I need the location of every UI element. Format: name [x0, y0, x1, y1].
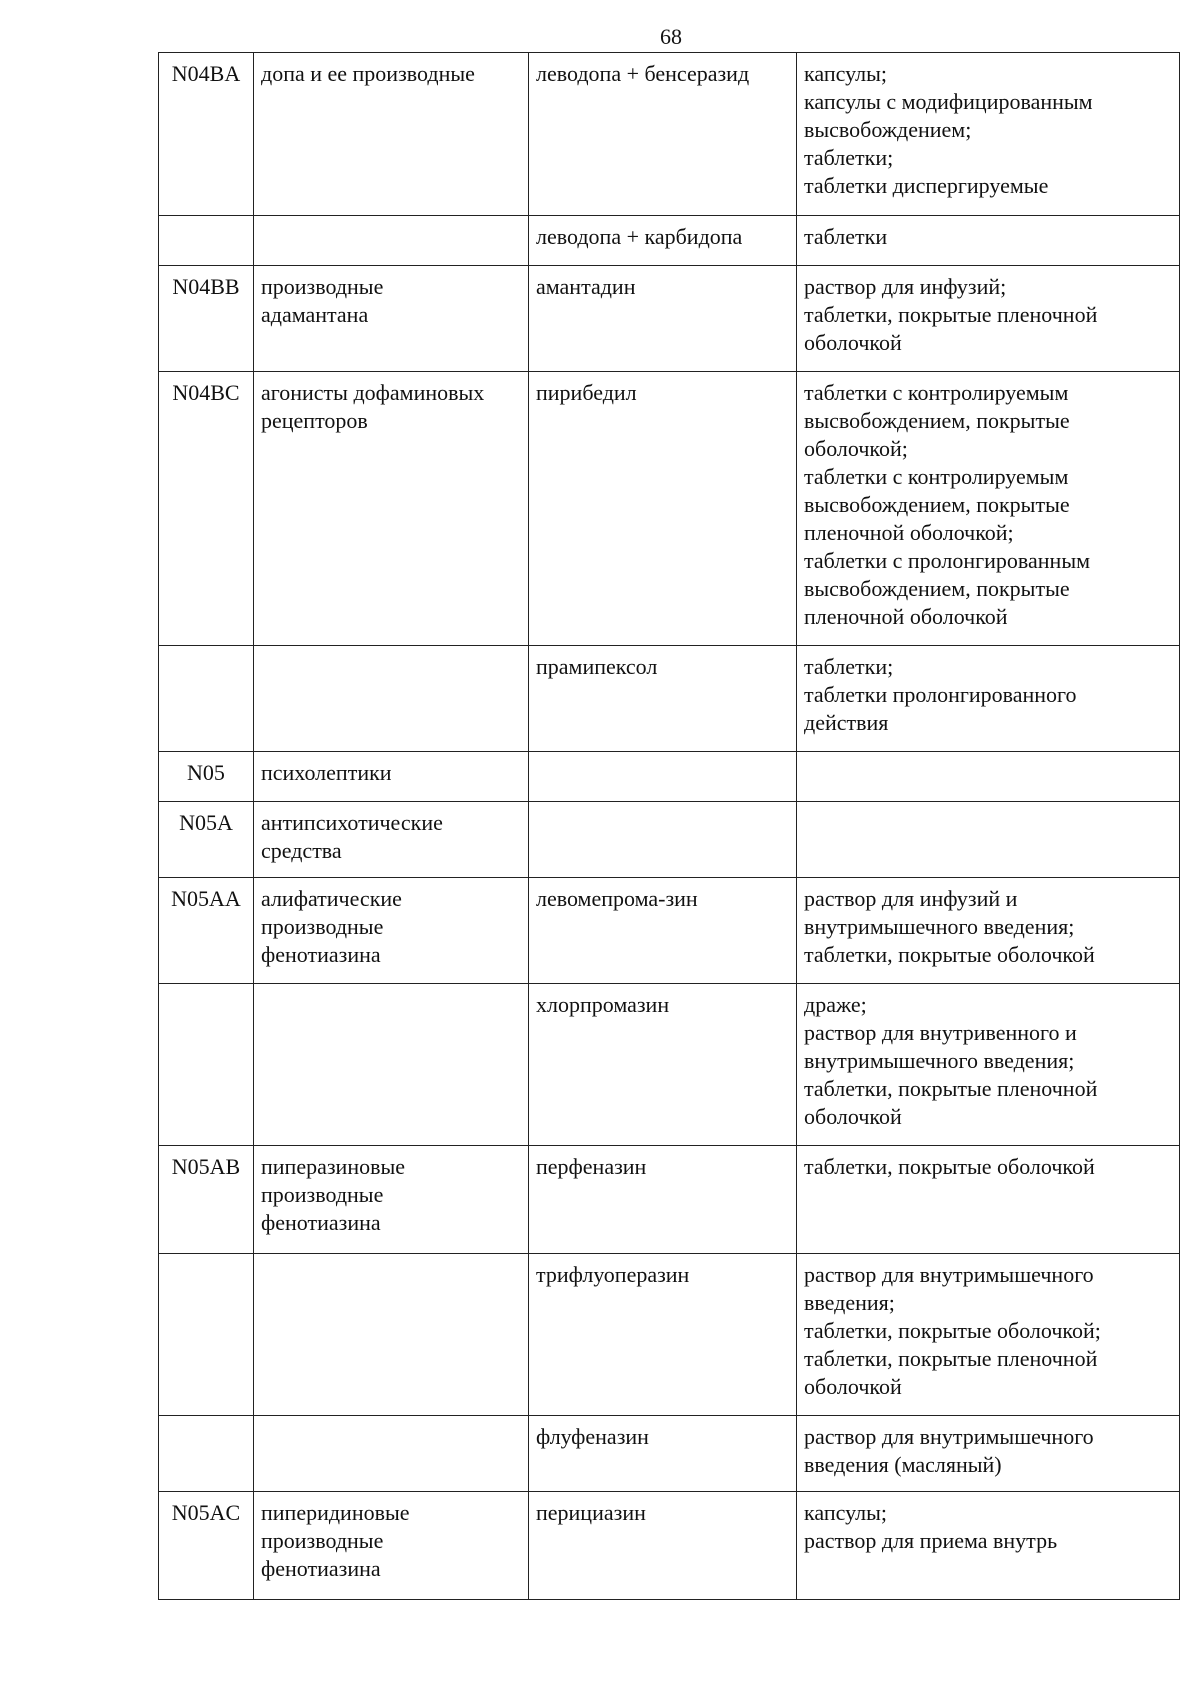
group-name-line: пиперазиновые [261, 1154, 406, 1179]
dosage-form-line: действия [804, 710, 889, 735]
dosage-form-line: оболочкой [804, 330, 902, 355]
dosage-form-line: таблетки с контролируемым [804, 380, 1069, 405]
group-name-line: фенотиазина [261, 1556, 381, 1581]
dosage-form-line: оболочкой [804, 1374, 902, 1399]
page-number: 68 [660, 24, 682, 49]
dosage-form-line: таблетки с пролонгированным [804, 548, 1091, 573]
dosage-form-cell [797, 216, 1180, 266]
table-row [159, 802, 1180, 878]
drug-name-line: хлорпромазин [536, 992, 670, 1017]
dosage-form-line: высвобождением, покрытые [804, 408, 1070, 433]
group-name-cell [254, 216, 529, 266]
group-name-line: адамантана [261, 302, 369, 327]
dosage-form-cell [797, 802, 1180, 878]
dosage-form-line: высвобождением, покрытые [804, 492, 1070, 517]
drug-name-line: флуфеназин [536, 1424, 649, 1449]
drug-name-cell [529, 984, 797, 1146]
dosage-form-line: оболочкой [804, 1104, 902, 1129]
group-name-line: производные [261, 914, 384, 939]
group-name-line: производные [261, 1528, 384, 1553]
drug-name-cell [529, 1254, 797, 1416]
group-name-line: агонисты дофаминовых [261, 380, 485, 405]
drug-name-cell [529, 266, 797, 372]
dosage-form-cell [797, 878, 1180, 984]
dosage-form-line: таблетки [804, 224, 888, 249]
table-row [159, 646, 1180, 752]
drug-name-line: перициазин [536, 1500, 646, 1525]
dosage-form-line: введения (масляный) [804, 1452, 1002, 1477]
dosage-form-line: раствор для инфузий; [804, 274, 1007, 299]
group-name-line: пиперидиновые [261, 1500, 410, 1525]
drug-name-line: прамипексол [536, 654, 658, 679]
dosage-form-line: таблетки диспергируемые [804, 173, 1049, 198]
table-row [159, 216, 1180, 266]
dosage-form-cell [797, 984, 1180, 1146]
dosage-form-line: внутримышечного введения; [804, 1048, 1075, 1073]
group-name-line: производные [261, 1182, 384, 1207]
dosage-form-cell [797, 1492, 1180, 1600]
dosage-form-line: капсулы с модифицированным [804, 89, 1093, 114]
dosage-form-line: высвобождением; [804, 117, 972, 142]
group-name-line: фенотиазина [261, 942, 381, 967]
atc-code-cell: N05A [159, 802, 254, 878]
group-name-cell [254, 1146, 529, 1254]
dosage-form-line: таблетки, покрытые пленочной [804, 1346, 1098, 1371]
drug-name-line: перфеназин [536, 1154, 647, 1179]
group-name-cell [254, 802, 529, 878]
drug-name-line: леводопа + бенсеразид [536, 61, 750, 86]
atc-code-cell: N05AA [159, 878, 254, 984]
group-name-cell [254, 984, 529, 1146]
table-row [159, 1254, 1180, 1416]
drug-name-cell [529, 372, 797, 646]
group-name-cell [254, 878, 529, 984]
group-name-cell [254, 752, 529, 802]
group-name-line: алифатические [261, 886, 402, 911]
drug-name-cell [529, 216, 797, 266]
group-name-cell [254, 53, 529, 216]
medication-table-body [159, 53, 1180, 1600]
dosage-form-line: внутримышечного введения; [804, 914, 1075, 939]
dosage-form-line: оболочкой; [804, 436, 908, 461]
table-row [159, 878, 1180, 984]
dosage-form-line: капсулы; [804, 1500, 887, 1525]
dosage-form-line: раствор для внутримышечного [804, 1262, 1094, 1287]
dosage-form-line: таблетки, покрытые пленочной [804, 1076, 1098, 1101]
drug-name-cell [529, 878, 797, 984]
drug-name-line: трифлуоперазин [536, 1262, 690, 1287]
group-name-cell [254, 266, 529, 372]
drug-name-line: амантадин [536, 274, 636, 299]
dosage-form-line: капсулы; [804, 61, 887, 86]
atc-code-cell [159, 216, 254, 266]
dosage-form-line: высвобождением, покрытые [804, 576, 1070, 601]
dosage-form-line: таблетки с контролируемым [804, 464, 1069, 489]
table-row [159, 266, 1180, 372]
group-name-line: допа и ее производные [261, 61, 475, 86]
drug-name-cell [529, 1492, 797, 1600]
atc-code-cell [159, 1416, 254, 1492]
drug-name-cell [529, 752, 797, 802]
dosage-form-cell [797, 646, 1180, 752]
dosage-form-cell [797, 372, 1180, 646]
group-name-cell [254, 1254, 529, 1416]
dosage-form-cell [797, 752, 1180, 802]
atc-code-cell [159, 1254, 254, 1416]
atc-code-cell: N04BB [159, 266, 254, 372]
drug-name-line: леводопа + карбидопа [536, 224, 743, 249]
dosage-form-line: таблетки пролонгированного [804, 682, 1077, 707]
dosage-form-cell [797, 266, 1180, 372]
drug-name-cell [529, 646, 797, 752]
group-name-line: антипсихотические [261, 810, 443, 835]
table-row [159, 752, 1180, 802]
dosage-form-cell [797, 53, 1180, 216]
dosage-form-cell [797, 1254, 1180, 1416]
drug-name-line: пирибедил [536, 380, 637, 405]
group-name-line: психолептики [261, 760, 392, 785]
group-name-line: средства [261, 838, 342, 863]
dosage-form-line: таблетки, покрытые оболочкой [804, 942, 1095, 967]
dosage-form-line: раствор для инфузий и [804, 886, 1018, 911]
dosage-form-line: таблетки, покрытые пленочной [804, 302, 1098, 327]
table-row [159, 984, 1180, 1146]
medication-table [158, 52, 1180, 1600]
group-name-line: фенотиазина [261, 1210, 381, 1235]
atc-code-cell: N05AC [159, 1492, 254, 1600]
atc-code-cell [159, 984, 254, 1146]
drug-name-cell [529, 1146, 797, 1254]
table-row [159, 1146, 1180, 1254]
group-name-cell [254, 646, 529, 752]
drug-name-cell [529, 1416, 797, 1492]
atc-code-cell: N05AB [159, 1146, 254, 1254]
dosage-form-line: раствор для внутримышечного [804, 1424, 1094, 1449]
atc-code-cell: N04BA [159, 53, 254, 216]
dosage-form-line: пленочной оболочкой [804, 604, 1008, 629]
dosage-form-line: раствор для приема внутрь [804, 1528, 1058, 1553]
dosage-form-line: раствор для внутривенного и [804, 1020, 1077, 1045]
drug-name-cell [529, 53, 797, 216]
dosage-form-cell [797, 1146, 1180, 1254]
group-name-line: рецепторов [261, 408, 368, 433]
dosage-form-line: драже; [804, 992, 867, 1017]
dosage-form-line: таблетки, покрытые оболочкой [804, 1154, 1095, 1179]
dosage-form-line: пленочной оболочкой; [804, 520, 1014, 545]
atc-code-cell: N04BC [159, 372, 254, 646]
group-name-line: производные [261, 274, 384, 299]
dosage-form-line: таблетки; [804, 654, 894, 679]
dosage-form-line: таблетки; [804, 145, 894, 170]
atc-code-cell [159, 646, 254, 752]
table-row [159, 1492, 1180, 1600]
group-name-cell [254, 372, 529, 646]
table-row [159, 53, 1180, 216]
dosage-form-cell [797, 1416, 1180, 1492]
dosage-form-line: таблетки, покрытые оболочкой; [804, 1318, 1101, 1343]
dosage-form-line: введения; [804, 1290, 895, 1315]
group-name-cell [254, 1492, 529, 1600]
table-row [159, 1416, 1180, 1492]
drug-name-line: левомепрома-зин [536, 886, 698, 911]
atc-code-cell: N05 [159, 752, 254, 802]
group-name-cell [254, 1416, 529, 1492]
drug-name-cell [529, 802, 797, 878]
table-row [159, 372, 1180, 646]
